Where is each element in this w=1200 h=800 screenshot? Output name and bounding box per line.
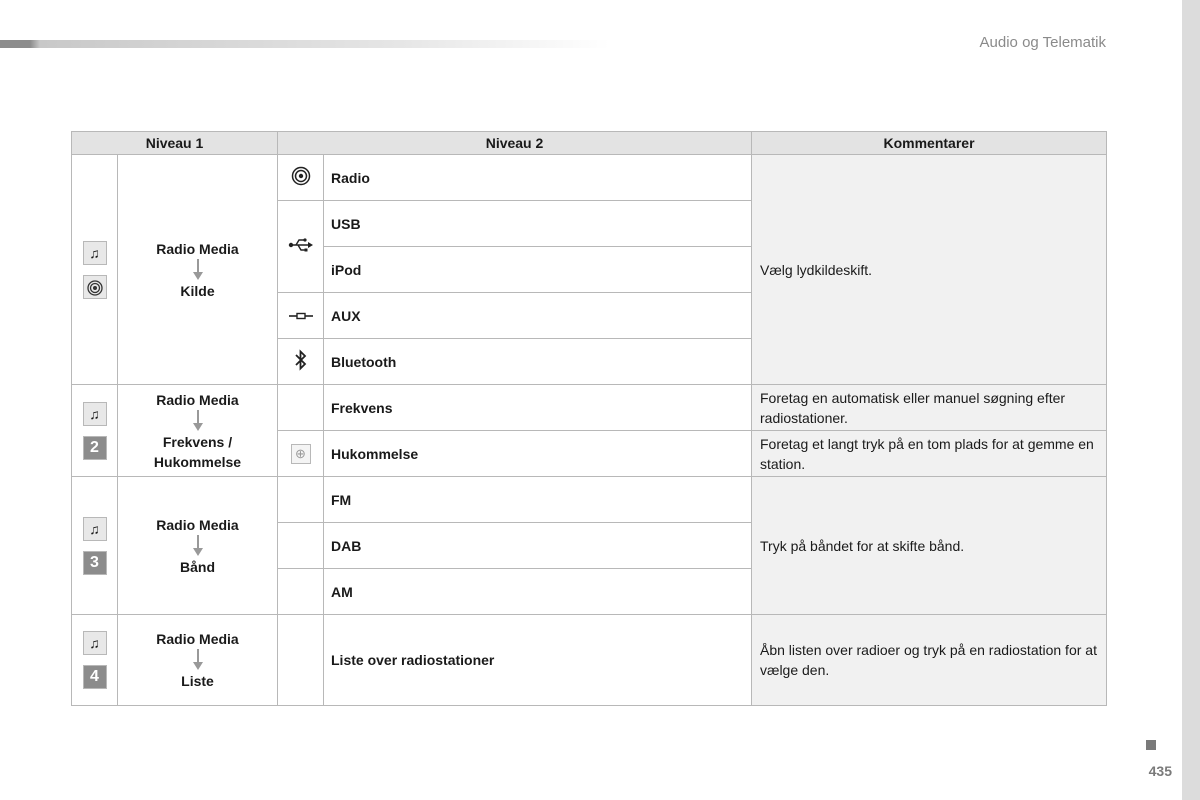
empty-icon-cell — [278, 477, 324, 523]
music-note-icon: ♫ — [83, 402, 107, 426]
page-edge-bar — [1182, 0, 1200, 800]
level1-label: Liste — [181, 673, 214, 689]
option-bluetooth: Bluetooth — [324, 339, 752, 385]
empty-icon-cell — [278, 523, 324, 569]
level1-label: Frekvens / — [162, 433, 233, 450]
level1-label: Hukommelse — [153, 453, 242, 470]
page-marker — [1146, 740, 1156, 750]
group2-icons — [72, 385, 118, 477]
radio-broadcast-icon — [83, 275, 107, 299]
arrow-down-icon — [192, 649, 204, 671]
memory-icon-cell — [278, 431, 324, 477]
comment: Åbn listen over radioer og tryk på en radiostation for at vælge den. — [752, 615, 1107, 706]
option-hukommelse: Hukommelse — [324, 431, 752, 477]
bluetooth-icon-cell — [278, 339, 324, 385]
page-number: 435 — [1148, 763, 1172, 779]
arrow-down-icon — [192, 410, 204, 432]
menu-table — [71, 131, 1107, 706]
group3-level1 — [118, 477, 278, 615]
group1-level1 — [118, 155, 278, 385]
empty-icon-cell — [278, 569, 324, 615]
option-usb: USB — [324, 201, 752, 247]
number-badge: 3 — [83, 551, 107, 575]
header-decor-bar — [0, 40, 610, 48]
table-row — [72, 615, 1107, 706]
option-ipod: iPod — [324, 247, 752, 293]
add-memory-icon: ⊕ — [291, 444, 311, 464]
usb-icon-cell — [278, 201, 324, 293]
option-aux: AUX — [324, 293, 752, 339]
number-badge: 4 — [83, 665, 107, 689]
arrow-down-icon — [192, 535, 204, 557]
music-note-icon: ♫ — [83, 517, 107, 541]
level1-label: Radio Media — [156, 516, 239, 533]
comment: Vælg lydkildeskift. — [752, 155, 1107, 385]
option-liste: Liste over radiostationer — [324, 615, 752, 706]
bluetooth-icon — [294, 349, 308, 371]
option-fm: FM — [324, 477, 752, 523]
level1-label: Radio Media — [156, 391, 239, 408]
table-row — [72, 155, 1107, 201]
group3-icons — [72, 477, 118, 615]
music-note-icon: ♫ — [83, 241, 107, 265]
group2-level1 — [118, 385, 278, 477]
table-row — [72, 385, 1107, 431]
col-header-niveau2: Niveau 2 — [278, 132, 752, 155]
level1-label: Radio Media — [156, 240, 239, 257]
level1-label: Kilde — [180, 282, 215, 299]
comment: Tryk på båndet for at skifte bånd. — [752, 477, 1107, 615]
option-frekvens: Frekvens — [324, 385, 752, 431]
table-header-row — [72, 132, 1107, 155]
option-radio: Radio — [324, 155, 752, 201]
empty-icon-cell — [278, 385, 324, 431]
option-am: AM — [324, 569, 752, 615]
aux-icon-cell — [278, 293, 324, 339]
music-note-icon: ♫ — [83, 631, 107, 655]
empty-icon-cell — [278, 615, 324, 706]
radio-broadcast-icon — [291, 166, 311, 186]
arrow-down-icon — [192, 259, 204, 281]
table-row — [72, 477, 1107, 523]
group4-icons — [72, 615, 118, 706]
aux-jack-icon — [288, 311, 314, 321]
number-badge: 2 — [83, 436, 107, 460]
comment: Foretag et langt tryk på en tom plads for at gemme en station. — [752, 431, 1107, 477]
group1-icons — [72, 155, 118, 385]
level1-label: Radio Media — [156, 631, 239, 647]
comment: Foretag en automatisk eller manuel søgning efter radiostationer. — [752, 385, 1107, 431]
option-dab: DAB — [324, 523, 752, 569]
section-title: Audio og Telematik — [979, 34, 1106, 51]
level1-label: Bånd — [180, 558, 215, 575]
col-header-niveau1: Niveau 1 — [72, 132, 278, 155]
col-header-kommentarer: Kommentarer — [752, 132, 1107, 155]
usb-icon — [288, 238, 314, 252]
group4-level1 — [118, 615, 278, 706]
radio-icon-cell — [278, 155, 324, 201]
